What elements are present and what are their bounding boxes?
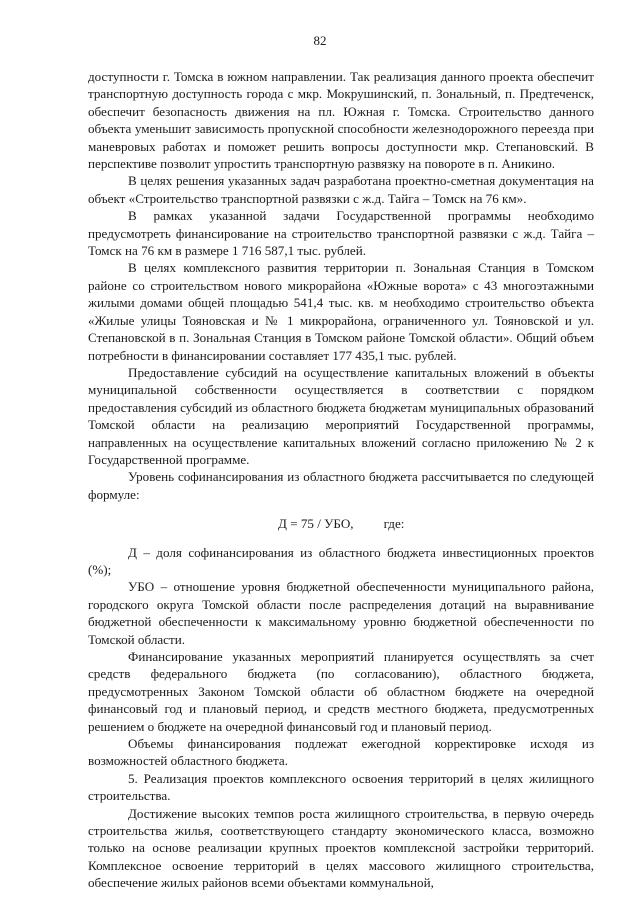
document-body [88,68,594,892]
paragraph-financing-interchange: В рамках указанной задачи Государственной программы необходимо предусмотреть финансирование на строительство транспортной развязки с ж.д. Тайга – Томск на 76 км в размере 1 716 587,1 тыс. рублей. [88,208,594,259]
paragraph-definition-d: Д – доля софинансирования из областного бюджета инвестиционных проектов (%); [88,544,594,577]
paragraph-financing-sources: Финансирование указанных мероприятий планируется осуществлять за счет средств федерального бюджета (по согласованию), областного бюджета, предусмотренных Законом Томской области об областном бюджете на очередной финансовый год и плановый период, и средств местного бюджета, предусмотренных решением о бюджете на очередной финансовый год и плановый период. [88,649,594,734]
paragraph-design-documentation: В целях решения указанных задач разработана проектно-сметная документация на объект «Строительство транспортной развязки с ж.д. Тайга – Томск на 76 км». [88,173,594,206]
formula-where: где: [383,516,405,532]
paragraph-definition-ubo: УБО – отношение уровня бюджетной обеспеченности муниципального района, городского округа Томской области после распределения дотаций на выравнивание бюджетной обеспеченности к максимальному уровню бюджетной обеспеченности по Томской области. [88,579,594,647]
section-heading-5: 5. Реализация проектов комплексного освоения территорий в целях жилищного строительства. [88,770,594,804]
paragraph-annual-adjustment: Объемы финансирования подлежат ежегодной корректировке исходя из возможностей областного бюджета. [88,736,594,769]
paragraph-zonalnaya-station: В целях комплексного развития территории п. Зональная Станция в Томском районе со строительством нового микрорайона «Южные ворота» с 43 многоэтажными жилыми домами общей площадью 541,4 тыс. кв. м необходимо строительство объекта «Жилые улицы Тояновская и № 1 микрорайона, ограниченного ул. Тояновской и ул. Степановской в п. Зональная Станция в Томском районе Томской области». Общий объем потребности в финансировании составляет 177 435,1 тыс. рублей. [88,260,594,363]
cofinancing-formula [88,515,594,532]
paragraph-subsidies: Предоставление субсидий на осуществление капитальных вложений в объекты муниципальной собственности осуществляется в соответствии с порядком предоставления субсидий из областного бюджета бюджетам муниципальных образований Томской области на реализацию мероприятий Государственной программы, направленных на осуществление капитальных вложений согласно приложению № 2 к Государственной программе. [88,364,594,467]
paragraph-housing-growth: Достижение высоких темпов роста жилищного строительства, в первую очередь строительства жилья, соответствующего стандарту экономического класса, возможно только на основе реализации крупных проектов комплексной застройки территорий. Комплексное освоение территорий в целях массового жилищного строительства, обеспечение жилых районов всеми объектами коммунальной, [88,805,594,891]
paragraph-cofinancing-level: Уровень софинансирования из областного бюджета рассчитывается по следующей формуле: [88,469,594,502]
page-number: 82 [313,33,327,48]
paragraph-transport-access: доступности г. Томска в южном направлении. Так реализация данного проекта обеспечит транспортную доступность города с мкр. Мокрушинский, п. Зональный, п. Предтеченск, обеспечит безопасность движения на пл. Южная г. Томска. Строительство данного объекта уменьшит зависимость пропускной способности железнодорожного переезда при маневровых работах и поможет решить вопросы доступности мкр. Степановский. В перспективе позволит упростить транспортную развязку на повороте в п. Аникино. [88,69,594,172]
formula-expression: Д = 75 / УБО, [278,516,354,532]
